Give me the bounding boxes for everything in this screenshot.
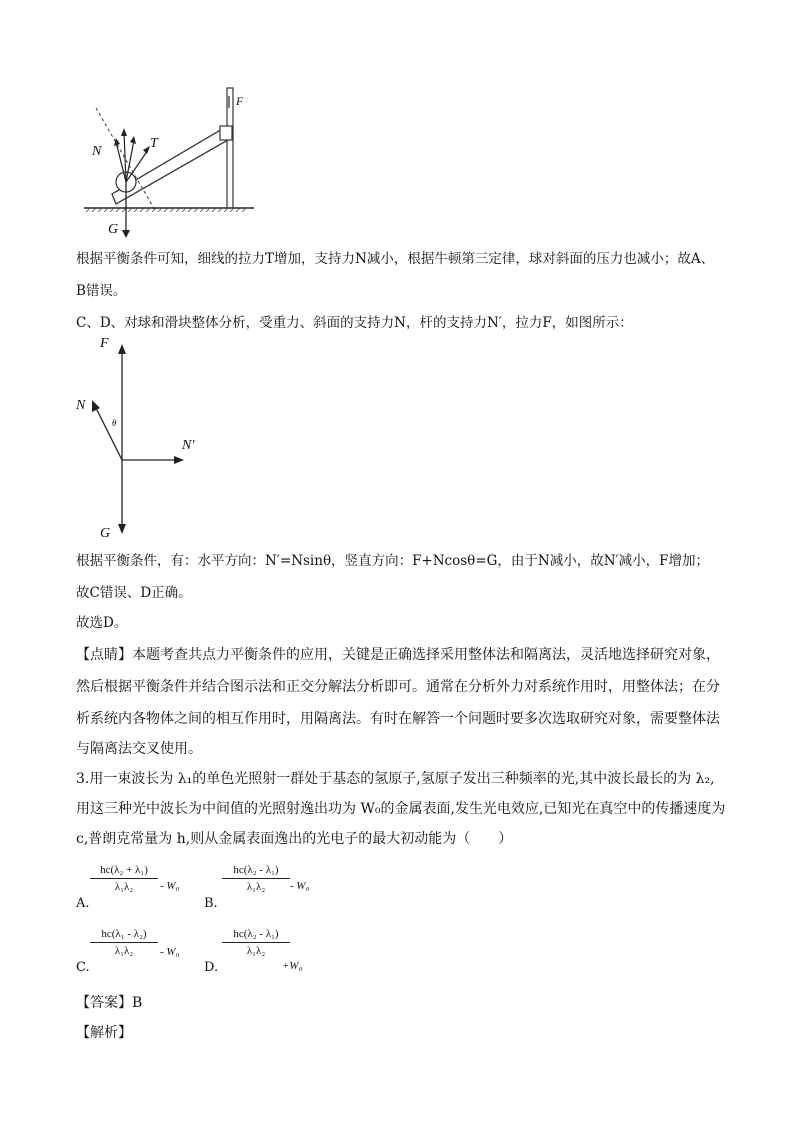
- option-c-denominator: λ₁λ₂: [114, 945, 134, 957]
- comment-line1: 【点睛】本题考查共点力平衡条件的应用，关键是正确选择采用整体法和隔离法，灵活地选择研究对象，: [76, 647, 720, 663]
- label-N2: N: [76, 398, 86, 413]
- option-a-denominator: λ₁λ₂: [114, 881, 134, 893]
- analysis: 【解析】: [76, 1025, 132, 1041]
- option-d-numerator: hc(λ₂ - λ₁): [222, 928, 290, 943]
- conclusion: 故选D。: [76, 615, 128, 631]
- force-diagram: [76, 334, 236, 544]
- para3-line1: 根据平衡条件，有：水平方向：N′=Nsinθ，竖直方向：F+Ncosθ=G，由于N减小，故N′减小，F增加；: [76, 553, 709, 569]
- option-d-label: D.: [204, 960, 219, 975]
- option-b-label: B.: [204, 896, 218, 911]
- option-a-fraction: [90, 864, 158, 893]
- figure-incline: [76, 84, 276, 244]
- option-c-numerator: hc(λ₁ - λ₂): [90, 928, 158, 943]
- figure-forces: [76, 334, 236, 544]
- option-c-fraction: [90, 928, 158, 957]
- label-F2: F: [100, 336, 109, 351]
- label-T: T: [150, 136, 158, 151]
- option-c-tail: - W₀: [160, 946, 180, 958]
- option-b-fraction: [222, 864, 290, 893]
- question3-line2: 用这三种光中波长为中间值的光照射逸出功为 W₀的金属表面,发生光电效应,已知光在真空中的传播速度为: [76, 801, 726, 817]
- option-a-tail: - W₀: [160, 880, 180, 892]
- option-b-tail: - W₀: [290, 880, 310, 892]
- option-d-denominator: λ₁λ₂: [246, 945, 266, 957]
- option-b-numerator: hc(λ₂ - λ₁): [222, 864, 290, 879]
- para1-line2: B错误。: [76, 283, 127, 299]
- label-Nprime: N′: [182, 438, 195, 453]
- para3-line2: 故C错误、D正确。: [76, 585, 192, 601]
- option-d-fraction: [222, 928, 290, 957]
- comment-line2: 然后根据平衡条件并结合图示法和正交分解法分析即可。通常在分析外力对系统作用时，用整体法；在分: [76, 679, 720, 695]
- question3-line1: 3.用一束波长为 λ₁的单色光照射一群处于基态的氢原子,氢原子发出三种频率的光,其中波长最长的为 λ₂,: [76, 771, 715, 787]
- label-N: N: [92, 144, 102, 159]
- question3-line3: c,普朗克常量为 h,则从金属表面逸出的光电子的最大初动能为（ ）: [76, 831, 513, 847]
- para2-line1: C、D、对球和滑块整体分析，受重力、斜面的支持力N，杆的支持力N′，拉力F，如图所示：: [76, 315, 633, 331]
- option-a-numerator: hc(λ₂ + λ₁): [90, 864, 158, 879]
- comment-line3: 析系统内各物体之间的相互作用时，用隔离法。有时在解答一个问题时要多次选取研究对象，需要整体法: [76, 711, 720, 727]
- incline-diagram: [76, 84, 276, 244]
- label-G2: G: [100, 526, 111, 541]
- option-a-label: A.: [76, 896, 90, 911]
- label-G: G: [108, 222, 119, 237]
- option-b-denominator: λ₁λ₂: [246, 881, 266, 893]
- answer: 【答案】B: [76, 995, 143, 1011]
- label-F: F: [236, 94, 244, 108]
- option-c-label: C.: [76, 960, 90, 975]
- label-theta: θ: [112, 418, 117, 428]
- option-d-tail: +W₀: [282, 960, 303, 972]
- para1-line1: 根据平衡条件可知，细线的拉力T增加，支持力N减小，根据牛顿第三定律，球对斜面的压力也减小；故A、: [76, 251, 715, 267]
- comment-line4: 与隔离法交叉使用。: [76, 741, 202, 757]
